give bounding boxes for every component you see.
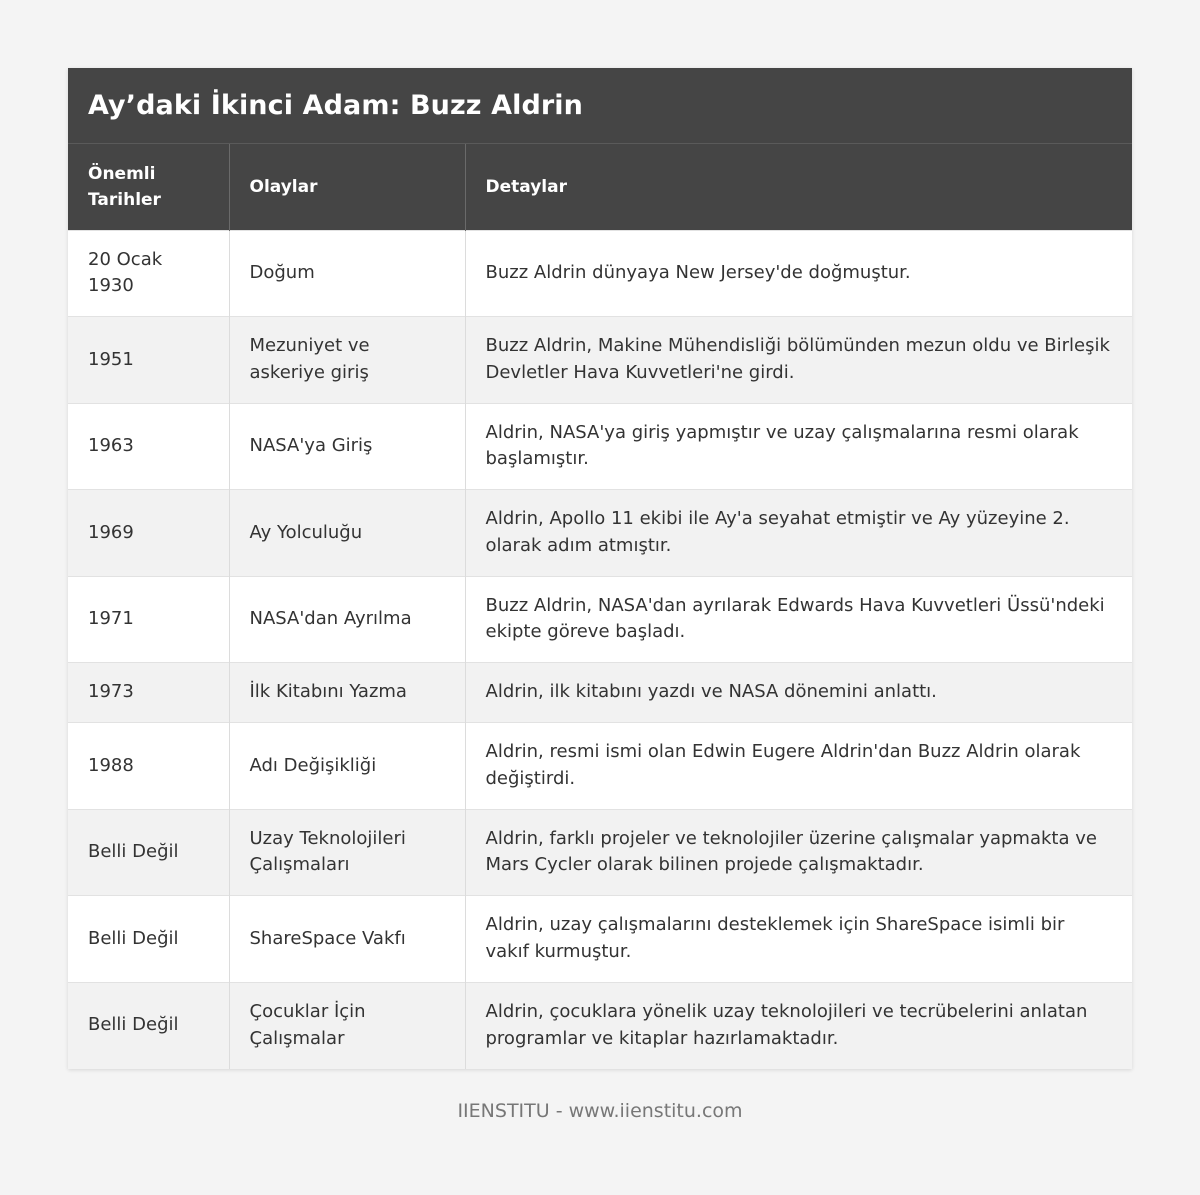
event-cell: NASA'ya Giriş: [229, 403, 465, 490]
date-cell: Belli Değil: [68, 896, 229, 983]
table-row: [68, 490, 1132, 577]
page-title: Ay’daki İkinci Adam: Buzz Aldrin: [88, 90, 583, 121]
date-cell: 1973: [68, 663, 229, 723]
detail-cell: Aldrin, Apollo 11 ekibi ile Ay'a seyahat etmiştir ve Ay yüzeyine 2. olarak adım atmıştır.: [465, 490, 1132, 577]
event-cell: NASA'dan Ayrılma: [229, 576, 465, 663]
detail-cell: Buzz Aldrin, Makine Mühendisliği bölümünden mezun oldu ve Birleşik Devletler Hava Kuvvetleri'ne girdi.: [465, 317, 1132, 404]
date-cell: Belli Değil: [68, 809, 229, 896]
date-cell: Belli Değil: [68, 982, 229, 1069]
detail-cell: Buzz Aldrin dünyaya New Jersey'de doğmuştur.: [465, 230, 1132, 317]
event-cell: Doğum: [229, 230, 465, 317]
table-row: [68, 230, 1132, 317]
table-row: [68, 896, 1132, 983]
table-row: [68, 723, 1132, 810]
date-cell: 1988: [68, 723, 229, 810]
table-row: [68, 809, 1132, 896]
detail-cell: Aldrin, resmi ismi olan Edwin Eugere Aldrin'dan Buzz Aldrin olarak değiştirdi.: [465, 723, 1132, 810]
table-row: [68, 982, 1132, 1069]
date-cell: 20 Ocak 1930: [68, 230, 229, 317]
event-cell: Uzay Teknolojileri Çalışmaları: [229, 809, 465, 896]
detail-cell: Aldrin, uzay çalışmalarını desteklemek için ShareSpace isimli bir vakıf kurmuştur.: [465, 896, 1132, 983]
detail-cell: Aldrin, farklı projeler ve teknolojiler üzerine çalışmalar yapmakta ve Mars Cycler olarak bilinen projede çalışmaktadır.: [465, 809, 1132, 896]
title-bar: [68, 68, 1132, 144]
detail-cell: Aldrin, ilk kitabını yazdı ve NASA dönemini anlattı.: [465, 663, 1132, 723]
table-header-row: [68, 144, 1132, 230]
event-cell: Çocuklar İçin Çalışmalar: [229, 982, 465, 1069]
detail-cell: Buzz Aldrin, NASA'dan ayrılarak Edwards Hava Kuvvetleri Üssü'ndeki ekipte göreve başladı.: [465, 576, 1132, 663]
date-cell: 1969: [68, 490, 229, 577]
column-header-events: Olaylar: [229, 144, 465, 230]
table-row: [68, 317, 1132, 404]
date-cell: 1971: [68, 576, 229, 663]
table-row: [68, 576, 1132, 663]
detail-cell: Aldrin, NASA'ya giriş yapmıştır ve uzay çalışmalarına resmi olarak başlamıştır.: [465, 403, 1132, 490]
table-row: [68, 663, 1132, 723]
date-cell: 1963: [68, 403, 229, 490]
event-cell: ShareSpace Vakfı: [229, 896, 465, 983]
events-table: [68, 144, 1132, 1069]
footer-credit: IIENSTITU - www.iienstitu.com: [457, 1100, 743, 1122]
column-header-details: Detaylar: [465, 144, 1132, 230]
table-row: [68, 403, 1132, 490]
date-cell: 1951: [68, 317, 229, 404]
event-cell: İlk Kitabını Yazma: [229, 663, 465, 723]
column-header-dates: Önemli Tarihler: [68, 144, 229, 230]
event-cell: Ay Yolculuğu: [229, 490, 465, 577]
event-cell: Adı Değişikliği: [229, 723, 465, 810]
event-cell: Mezuniyet ve askeriye giriş: [229, 317, 465, 404]
detail-cell: Aldrin, çocuklara yönelik uzay teknolojileri ve tecrübelerini anlatan programlar ve kitaplar hazırlamaktadır.: [465, 982, 1132, 1069]
events-card: [68, 68, 1132, 1069]
